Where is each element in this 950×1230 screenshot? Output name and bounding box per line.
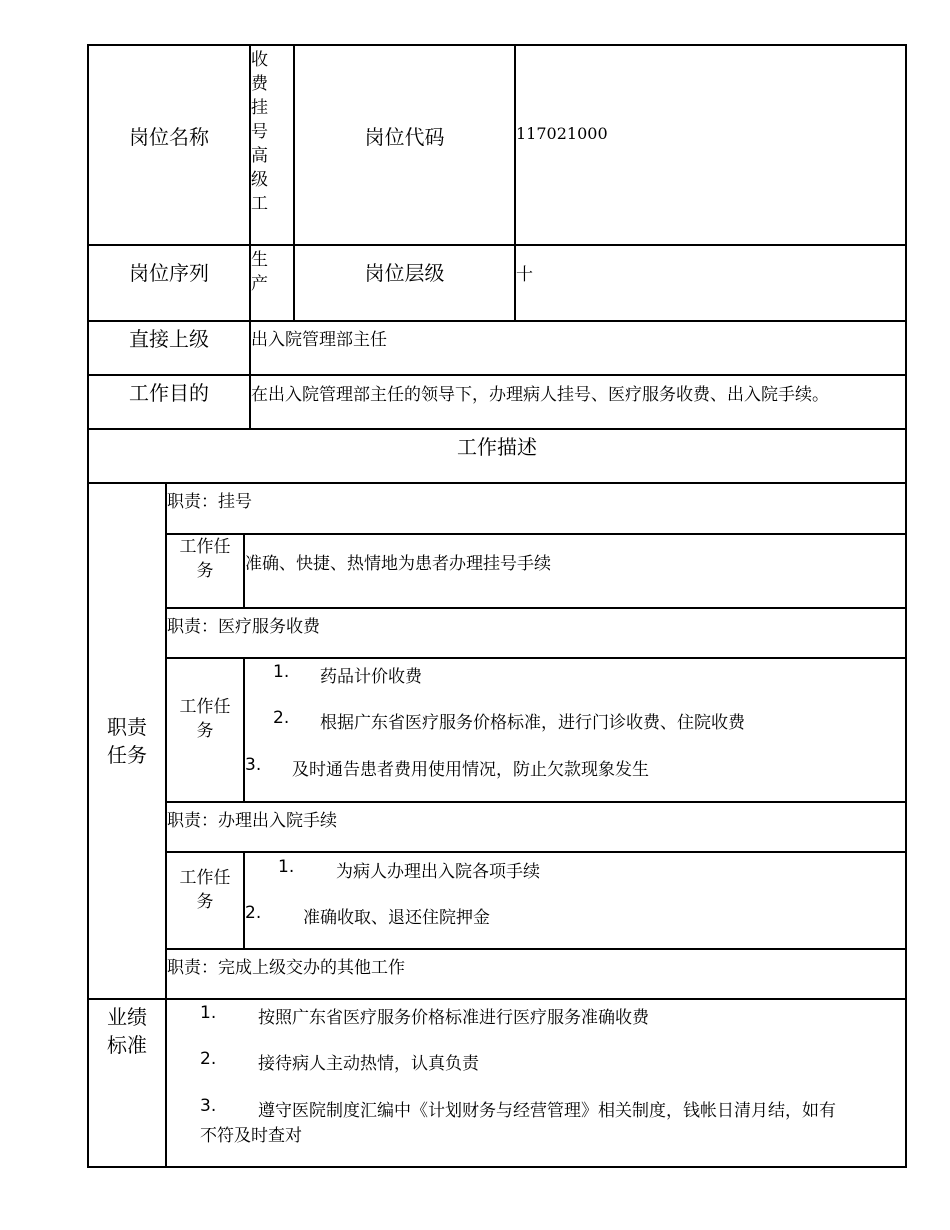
post-seq-value: 生产 <box>251 250 268 294</box>
post-code-label: 岗位代码 <box>364 124 445 149</box>
performance-item-1-number: 1. <box>200 1003 217 1023</box>
purpose-label: 工作目的 <box>129 380 209 405</box>
section-title: 工作描述 <box>457 434 537 459</box>
duty-3-task-2-number: 2. <box>245 903 262 923</box>
duty-1-task-1: 准确、快捷、热情地为患者办理挂号手续 <box>245 554 551 574</box>
duty-title-4: 职责：完成上级交办的其他工作 <box>167 958 405 978</box>
post-seq-label: 岗位序列 <box>129 260 209 285</box>
duty-2-task-2: 根据广东省医疗服务价格标准，进行门诊收费、住院收费 <box>320 713 745 733</box>
performance-item-1: 按照广东省医疗服务价格标准进行医疗服务准确收费 <box>258 1008 649 1028</box>
duty-3-task-1: 为病人办理出入院各项手续 <box>336 862 540 882</box>
post-name-value: 收费挂号高级工 <box>251 50 268 214</box>
duties-label: 职责任务 <box>107 715 147 767</box>
duty-2-task-3-number: 3. <box>245 755 262 775</box>
performance-label: 业绩标准 <box>107 1005 147 1057</box>
post-level-value: 十 <box>516 265 533 285</box>
performance-item-3-cont: 不符及时查对 <box>200 1126 302 1146</box>
superior-value: 出入院管理部主任 <box>251 330 387 350</box>
duty-3-task-1-number: 1. <box>278 857 295 877</box>
post-code-value: 117021000 <box>516 124 608 143</box>
duty-title-2: 职责：医疗服务收费 <box>167 617 320 637</box>
performance-item-3-number: 3. <box>200 1096 217 1116</box>
superior-label: 直接上级 <box>129 326 209 351</box>
duty-title-3: 职责：办理出入院手续 <box>167 811 337 831</box>
performance-item-2: 接待病人主动热情，认真负责 <box>258 1054 479 1074</box>
duty-2-task-3: 及时通告患者费用使用情况，防止欠款现象发生 <box>292 760 649 780</box>
purpose-value: 在出入院管理部主任的领导下，办理病人挂号、医疗服务收费、出入院手续。 <box>251 385 829 405</box>
performance-item-3: 遵守医院制度汇编中《计划财务与经营管理》相关制度，钱帐日清月结，如有 <box>258 1101 836 1121</box>
duty-2-task-1: 药品计价收费 <box>320 667 422 687</box>
task-label-3: 工作任务 <box>179 868 231 912</box>
duty-3-task-2: 准确收取、退还住院押金 <box>303 908 490 928</box>
duty-2-task-1-number: 1. <box>273 662 290 682</box>
performance-item-2-number: 2. <box>200 1049 217 1069</box>
post-level-label: 岗位层级 <box>364 260 445 285</box>
duty-2-task-2-number: 2. <box>273 708 290 728</box>
task-label-1: 工作任务 <box>179 537 231 581</box>
post-name-label: 岗位名称 <box>129 124 209 149</box>
task-label-2: 工作任务 <box>179 697 231 741</box>
duty-title-1: 职责：挂号 <box>167 492 252 512</box>
